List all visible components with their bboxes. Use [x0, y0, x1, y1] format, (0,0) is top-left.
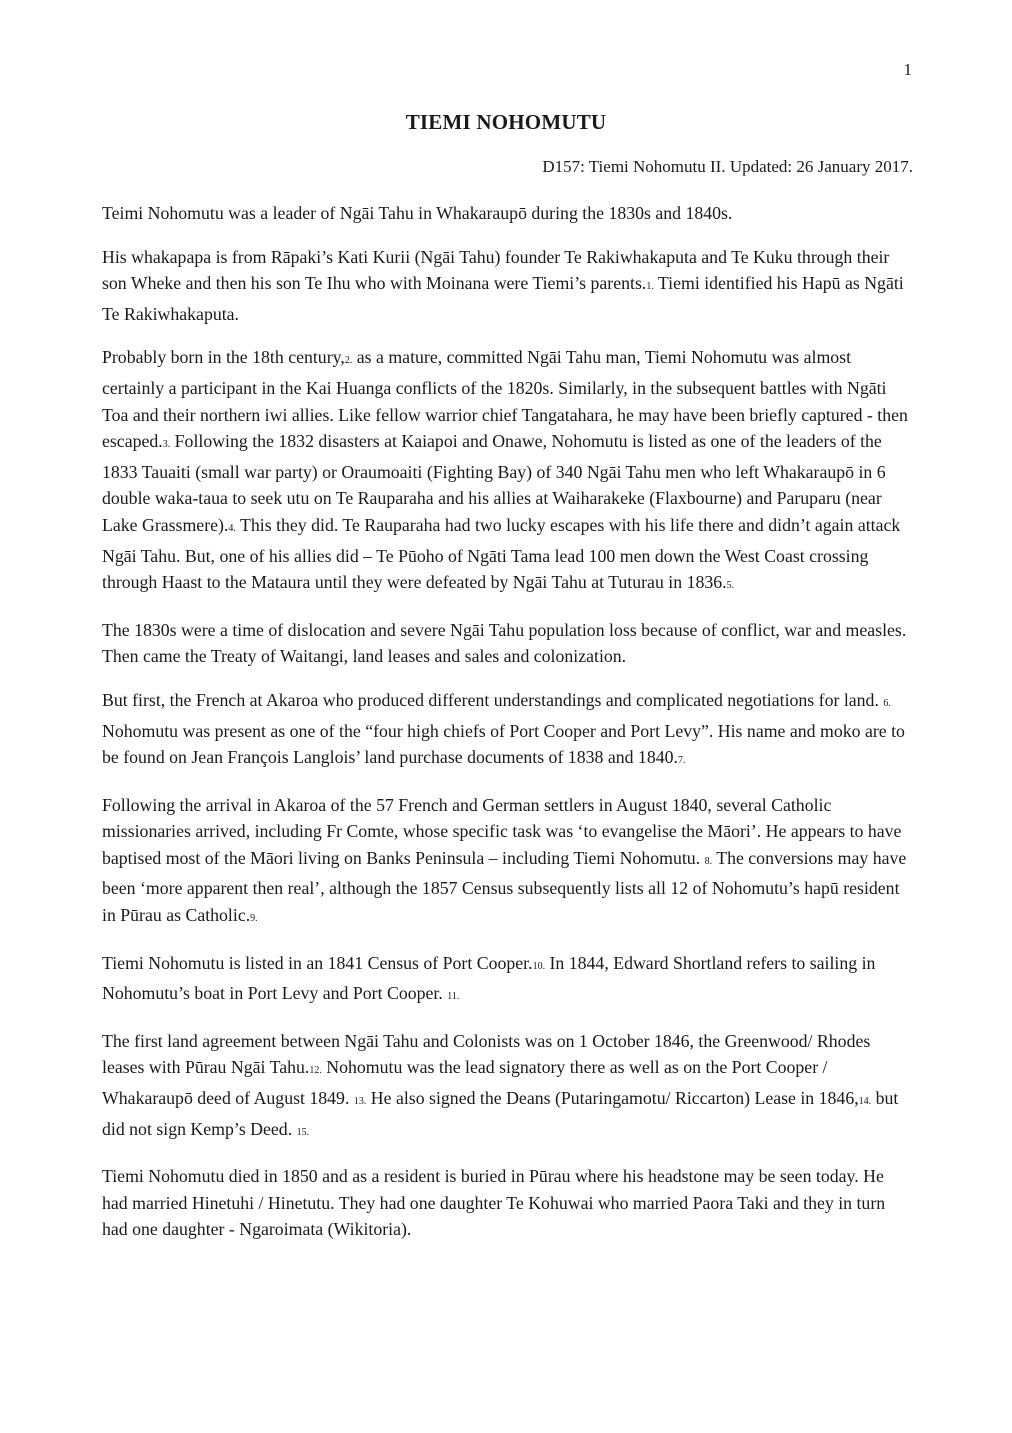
paragraph-text: Tiemi Nohomutu is listed in an 1841 Census of Port Cooper.	[102, 952, 533, 973]
paragraph-text: The conversions may have been ‘more apparent then real’, although the 1857 Census subsequently lists all 12 of Nohomutu’s hapū resident in Pūrau as Catholic.	[102, 847, 907, 926]
body-paragraph	[102, 687, 912, 775]
paragraph-text: Tiemi Nohomutu died in 1850 and as a resident is buried in Pūrau where his headstone may be seen today. He had married Hinetuhi / Hinetutu. They had one daughter Te Kohuwai who married Paora Taki and they in turn had one daughter - Ngaroimata (Wikitoria).	[102, 1166, 886, 1240]
paragraph-text: as a mature, committed Ngāi Tahu man, Tiemi Nohomutu was almost certainly a participant in the Kai Huanga conflicts of the 1820s. Similarly, in the subsequent battles with Ngāti Toa and their northern iwi allies. Like fellow warrior chief Tangatahara, he may have been briefly captured - then escaped.	[102, 347, 908, 452]
paragraph-text: The first land agreement between Ngāi Tahu and Colonists was on 1 October 1846, the Greenwood/ Rhodes leases with Pūrau Ngāi Tahu.	[102, 1030, 871, 1078]
footnote-marker: 14.	[858, 1096, 872, 1108]
footnote-marker: 7.	[677, 755, 686, 767]
page-number: 1	[903, 60, 912, 79]
paragraph-text: Nohomutu was present as one of the “four high chiefs of Port Cooper and Port Levy”. His name and moko are to be found on Jean François Langlois’ land purchase documents of 1838 and 1840.	[102, 720, 905, 768]
paragraph-text: This they did. Te Rauparaha had two lucky escapes with his life there and didn’t again attack Ngāi Tahu. But, one of his allies did – Te Pūoho of Ngāti Tama lead 100 men down the West Coast crossing through Haast to the Mataura until they were defeated by Ngāi Tahu at Tuturau in 1836.	[102, 514, 901, 593]
footnote-marker: 2.	[344, 355, 353, 367]
paragraph-text: His whakapapa is from Rāpaki’s Kati Kurii (Ngāi Tahu) founder Te Rakiwhakaputa and Te Kuku through their son Wheke and then his son Te Ihu who with Moinana were Tiemi’s parents.	[102, 246, 890, 294]
document-title: TIEMI NOHOMUTU	[405, 110, 607, 134]
footnote-marker: 15.	[296, 1126, 310, 1138]
footnote-marker: 3.	[162, 439, 171, 451]
paragraph-text: Following the arrival in Akaroa of the 57 French and German settlers in August 1840, several Catholic missionaries arrived, including Fr Comte, whose specific task was ‘to evangelise the Māori’. He appears to have baptised most of the Māori living on Banks Peninsula – including Tiemi Nohomutu.	[102, 794, 902, 868]
body-paragraph	[102, 344, 912, 599]
body-paragraph	[102, 950, 912, 1011]
document-body	[102, 200, 912, 1260]
paragraph-text: The 1830s were a time of dislocation and severe Ngāi Tahu population loss because of conflict, war and measles. Then came the Treaty of Waitangi, land leases and sales and colonization.	[102, 619, 907, 667]
paragraph-text: Nohomutu was the lead signatory there as well as on the Port Cooper / Whakaraupō deed of August 1849.	[102, 1057, 828, 1109]
footnote-marker: 9.	[250, 913, 258, 925]
body-paragraph	[102, 200, 912, 227]
footnote-marker: 8.	[704, 855, 713, 867]
paragraph-text: Teimi Nohomutu was a leader of Ngāi Tahu in Whakaraupō during the 1830s and 1840s.	[102, 203, 733, 223]
paragraph-text: He also signed the Deans (Putaringamotu/ Riccarton) Lease in 1846,	[366, 1088, 859, 1109]
paragraph-text: In 1844, Edward Shortland refers to sailing in Nohomutu’s boat in Port Levy and Port Cooper.	[102, 952, 876, 1004]
body-paragraph	[102, 1163, 912, 1243]
footnote-marker: 11.	[447, 991, 460, 1003]
document-reference: D157: Tiemi Nohomutu II. Updated: 26 January 2017.	[542, 157, 913, 176]
footnote-marker: 4.	[228, 522, 236, 534]
paragraph-text: but did not sign Kemp’s Deed.	[102, 1088, 899, 1139]
paragraph-text: Tiemi identified his Hapū as Ngāti Te Rakiwhakaputa.	[102, 273, 904, 324]
paragraph-text: Following the 1832 disasters at Kaiapoi and Onawe, Nohomutu is listed as one of the leaders of the 1833 Tauaiti (small war party) or Oraumoaiti (Fighting Bay) of 340 Ngāi Tahu men who left Whakaraupō in 6 double waka-taua to seek utu on Te Rauparaha and his allies at Waiharakeke (Flaxbourne) and Paruparu (near Lake Grassmere).	[102, 431, 886, 535]
footnote-marker: 5.	[726, 580, 735, 592]
footnote-marker: 12.	[309, 1065, 322, 1077]
paragraph-text: Probably born in the 18th century,	[102, 347, 345, 368]
body-paragraph	[102, 617, 912, 670]
footnote-marker: 10.	[532, 960, 546, 972]
body-paragraph	[102, 244, 912, 328]
paragraph-text: But first, the French at Akaroa who produced different understandings and complicated negotiations for land.	[102, 689, 884, 710]
footnote-marker: 13.	[353, 1096, 367, 1108]
footnote-marker: 1.	[646, 281, 654, 293]
body-paragraph	[102, 1028, 912, 1146]
footnote-marker: 6.	[883, 697, 891, 709]
body-paragraph	[102, 792, 912, 933]
